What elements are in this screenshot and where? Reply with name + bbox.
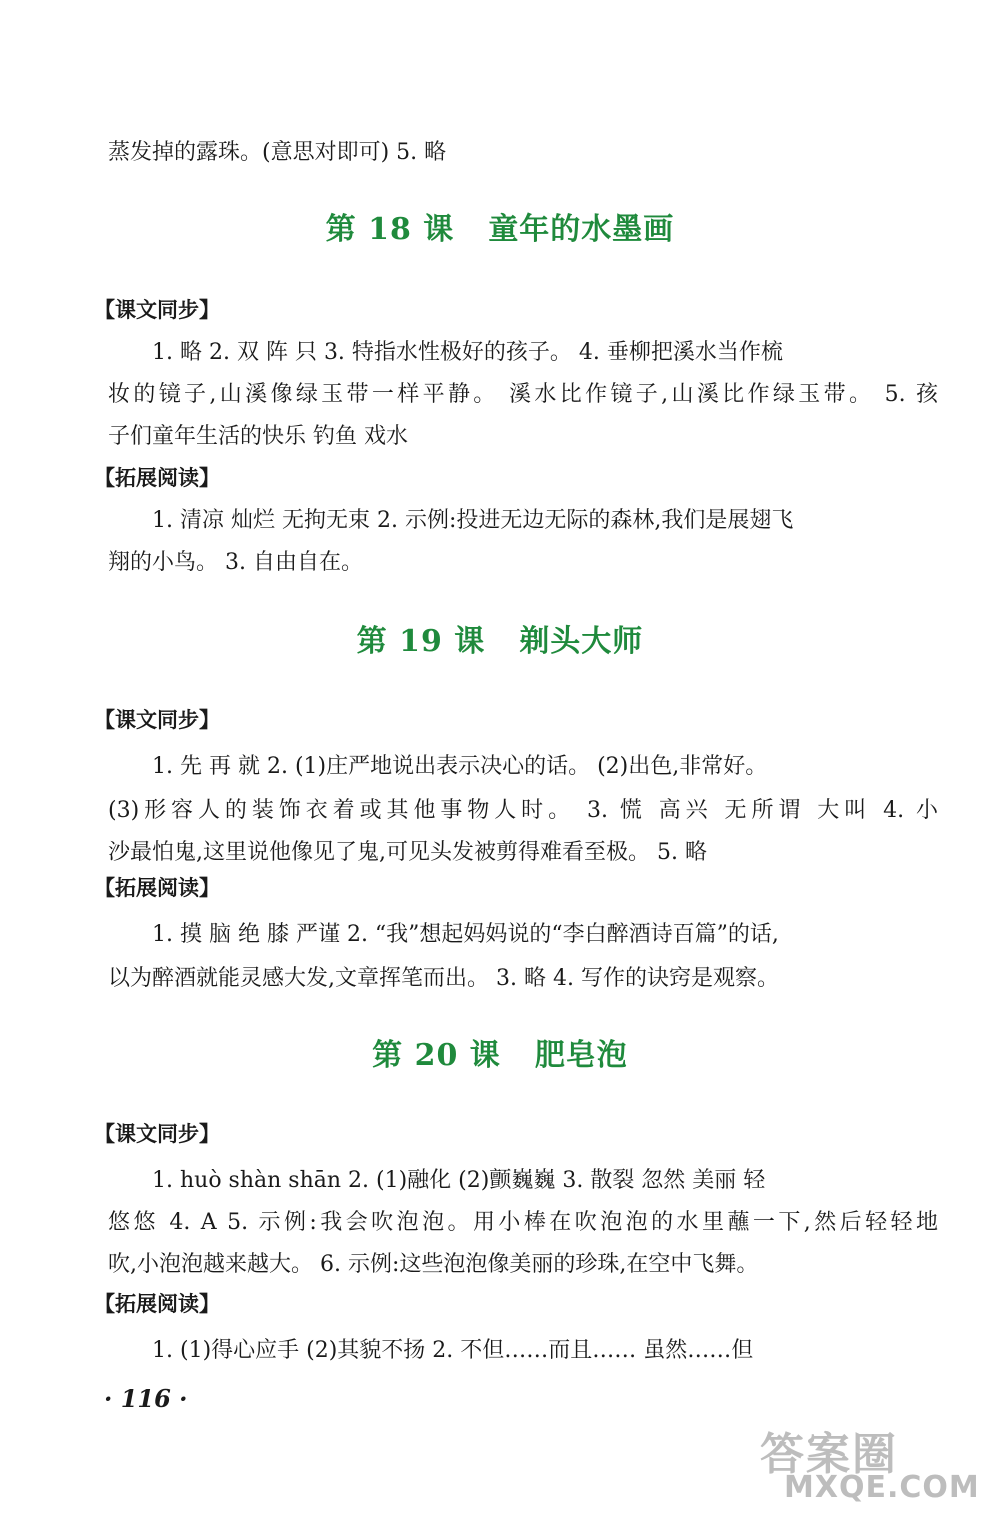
lesson-number: 第 19 课	[356, 624, 486, 659]
section-heading: 【拓展阅读】	[94, 1292, 220, 1316]
answer-line: 子们童年生活的快乐 钓鱼 戏水	[108, 424, 408, 449]
watermark-url: MXQE.COM	[784, 1470, 980, 1505]
answer-line: 1. 摸 脑 绝 膝 严谨 2. “我”想起妈妈说的“李白醉酒诗百篇”的话,	[152, 922, 779, 947]
answer-line: 1. huò shàn shān 2. (1)融化 (2)颤巍巍 3. 散裂 忽然 美丽 轻	[152, 1168, 766, 1193]
lesson-19-title	[0, 622, 1000, 662]
lesson-name: 剃头大师	[519, 624, 644, 659]
answer-line: 悠悠 4. A 5. 示例:我会吹泡泡。用小棒在吹泡泡的水里蘸一下,然后轻轻地	[108, 1210, 938, 1235]
answer-line: 以为醉酒就能灵感大发,文章挥笔而出。 3. 略 4. 写作的诀窍是观察。	[108, 966, 779, 991]
section-heading: 【拓展阅读】	[94, 466, 220, 490]
page-number: · 116 ·	[104, 1384, 188, 1413]
lesson-number: 第 18 课	[325, 212, 455, 247]
lesson-number: 第 20 课	[372, 1038, 501, 1073]
section-heading: 【课文同步】	[94, 298, 220, 322]
answer-line: 1. (1)得心应手 (2)其貌不扬 2. 不但……而且…… 虽然……但	[152, 1338, 754, 1363]
answer-line: 吹,小泡泡越来越大。 6. 示例:这些泡泡像美丽的珍珠,在空中飞舞。	[108, 1252, 759, 1277]
answer-line: 沙最怕鬼,这里说他像见了鬼,可见头发被剪得难看至极。 5. 略	[108, 840, 707, 865]
lesson-name: 肥皂泡	[534, 1038, 628, 1073]
answer-line: 妆的镜子,山溪像绿玉带一样平静。 溪水比作镜子,山溪比作绿玉带。 5. 孩	[108, 382, 938, 407]
answer-line: 1. 略 2. 双 阵 只 3. 特指水性极好的孩子。 4. 垂柳把溪水当作梳	[152, 340, 783, 365]
answer-line: 翔的小鸟。 3. 自由自在。	[108, 550, 363, 575]
answer-line: 1. 先 再 就 2. (1)庄严地说出表示决心的话。 (2)出色,非常好。	[152, 754, 768, 779]
answer-line: 1. 清凉 灿烂 无拘无束 2. 示例:投进无边无际的森林,我们是展翅飞	[152, 508, 794, 533]
continuation-line: 蒸发掉的露珠。(意思对即可) 5. 略	[108, 140, 447, 165]
lesson-name: 童年的水墨画	[488, 212, 675, 247]
section-heading: 【课文同步】	[94, 708, 220, 732]
watermark	[720, 1418, 990, 1508]
section-heading: 【课文同步】	[94, 1122, 220, 1146]
section-heading: 【拓展阅读】	[94, 876, 220, 900]
lesson-20-title	[0, 1036, 1000, 1076]
watermark-logo: 答案圈	[760, 1429, 898, 1480]
answer-line: (3)形容人的装饰衣着或其他事物人时。 3. 慌 高兴 无所谓 大叫 4. 小	[108, 798, 938, 823]
lesson-18-title	[0, 210, 1000, 250]
